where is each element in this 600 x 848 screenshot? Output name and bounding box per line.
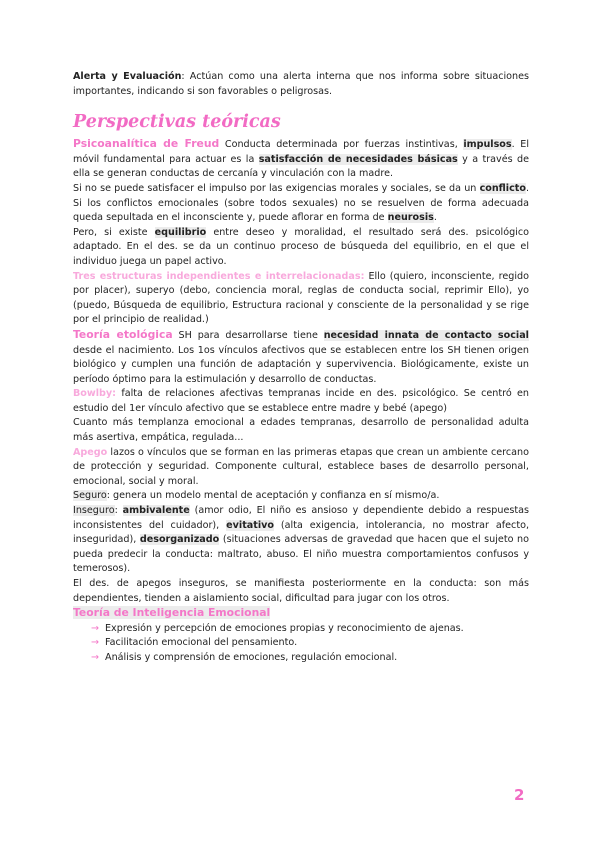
list-item-text: Facilitación emocional del pensamiento. [105,637,298,649]
seguro-text: : genera un modelo mental de aceptación y confianza en sí mismo/a. [106,490,440,502]
etologica-text: desde el nacimiento. Los 1os vínculos afectivos que se establecen entre los SH tienen origen biológico y cumplen una función de adaptación y supervivencia. Biológicamente, existe un período óptimo para la estimulación y desarrollo de conductas. [73,344,529,385]
etologica-bold-necesidad: necesidad innata de contacto social [323,329,529,341]
freud-bold-neurosis: neurosis [387,212,434,224]
seguro-paragraph [73,489,529,504]
arrow-right-icon: → [91,637,100,649]
bowlby-paragraph [73,387,529,416]
apegos-inseguros-paragraph: El des. de apegos inseguros, se manifiesta posteriormente en la conducta: son más dependientes, tienden a aislamiento social, dificultad para jugar con los otros. [73,578,529,604]
freud-structures-paragraph [73,270,529,328]
freud-bold-conflicto: conflicto [479,182,526,194]
freud-text: . El móvil fundamental para actuar es la [73,139,529,165]
intro-label: Alerta y Evaluación [73,71,182,82]
bowlby-text: falta de relaciones afectivas tempranas incide en des. psicológico. Se centró en estudio del 1er vínculo afectivo que se establece entre madre y bebé (apego) [73,388,529,414]
freud-text: Conducta determinada por fuerzas instintivas, [219,139,464,151]
freud-text: . [433,212,437,224]
inseguro-text: (amor odio, El niño es ansioso y dependiente debido a respuestas inconsistentes del cuidador), [73,505,529,531]
inseguro-bold-evitativo: evitativo [226,519,274,531]
freud-heading: Psicoanalítica de Freud [73,137,220,151]
list-item-text: Análisis y comprensión de emociones, regulación emocional. [105,651,398,663]
inseguro-label: Inseguro [73,505,115,517]
freud-bold-impulsos: impulsos [463,139,512,151]
inteligencia-heading-line [73,606,529,622]
freud-paragraph-3 [73,226,529,270]
freud-text: Pero, si existe [73,226,155,238]
inseguro-text: : [114,505,123,517]
list-item-text: Expresión y percepción de emociones propias y reconocimiento de ajenas. [105,622,464,634]
freud-bold-satisfaccion: satisfacción de necesidades básicas [258,153,458,165]
inseguro-bold-desorganizado: desorganizado [139,534,220,546]
inteligencia-heading: Teoría de Inteligencia Emocional [73,606,271,620]
inseguro-text: (alta exigencia, intolerancia, no mostrar afecto, inseguridad), [73,519,529,546]
inseguro-text: (situaciones adversas de gravedad que hacen que el sujeto no pueda predecir la conducta: maltrato, abuso. El niño muestra comportamientos confusos y temerosos). [73,534,529,575]
etologica-paragraph-1 [73,328,529,387]
freud-text: entre deseo y moralidad, el resultado será des. psicológico adaptado. En el des. se da un continuo proceso de búsqueda del equilibrio, en el que el individuo juega un papel activo. [73,226,529,267]
freud-bold-equilibrio: equilibrio [154,226,207,238]
freud-text: Si no se puede satisfacer el impulso por las exigencias morales y sociales, se da un [73,182,480,194]
intro-text: : Actúan como una alerta interna que nos informa sobre situaciones importantes, indicando si son favorables o peligrosas. [73,71,529,97]
page-number: 2 [514,786,525,804]
list-item [91,622,529,637]
apego-text: lazos o vínculos que se forman en las primeras etapas que crean un ambiente cercano de protección y seguridad. Componente cultural, establece bases de desarrollo personal, emocional, social y moral. [73,446,529,487]
structures-text: Ello (quiero, inconsciente, regido por placer), superyo (debo, conciencia moral, reglas de conducta social, reprimir Ello), yo (puedo, Búsqueda de equilibrio, Estructura racional y consciente de la personalidad y se rige por el principio de realidad.) [73,270,529,326]
freud-paragraph-2 [73,182,529,226]
section-title: Perspectivas teóricas [73,112,281,133]
seguro-label: Seguro [73,490,107,502]
etologica-text: SH para desarrollarse tiene [172,329,324,341]
apego-paragraph [73,446,529,490]
inseguro-bold-ambivalente: ambivalente [122,505,190,517]
arrow-right-icon: → [91,622,100,634]
page-content [73,70,529,666]
structures-heading: Tres estructuras independientes e interrelacionadas: [73,270,365,282]
bowlby-label: Bowlby: [73,388,117,400]
list-item [91,651,529,666]
freud-text: . Si los conflictos emocionales (sobre todos sexuales) no se resuelven de forma adecuada queda sepultada en el inconsciente y, puede aflorar en forma de [73,182,529,224]
inteligencia-list [73,622,529,666]
templanza-paragraph: Cuanto más templanza emocional a edades tempranas, desarrollo de personalidad adulta más asertiva, empática, regulada... [73,417,529,444]
intro-paragraph [73,70,529,99]
freud-paragraph-1 [73,137,529,182]
apego-label: Apego [73,446,108,458]
inseguro-paragraph [73,504,529,577]
arrow-right-icon: → [91,651,100,663]
freud-text: y a través de ella se generan conductas de cercanía y vinculación con la madre. [73,153,529,180]
list-item [91,636,529,651]
etologica-heading: Teoría etológica [73,327,173,341]
